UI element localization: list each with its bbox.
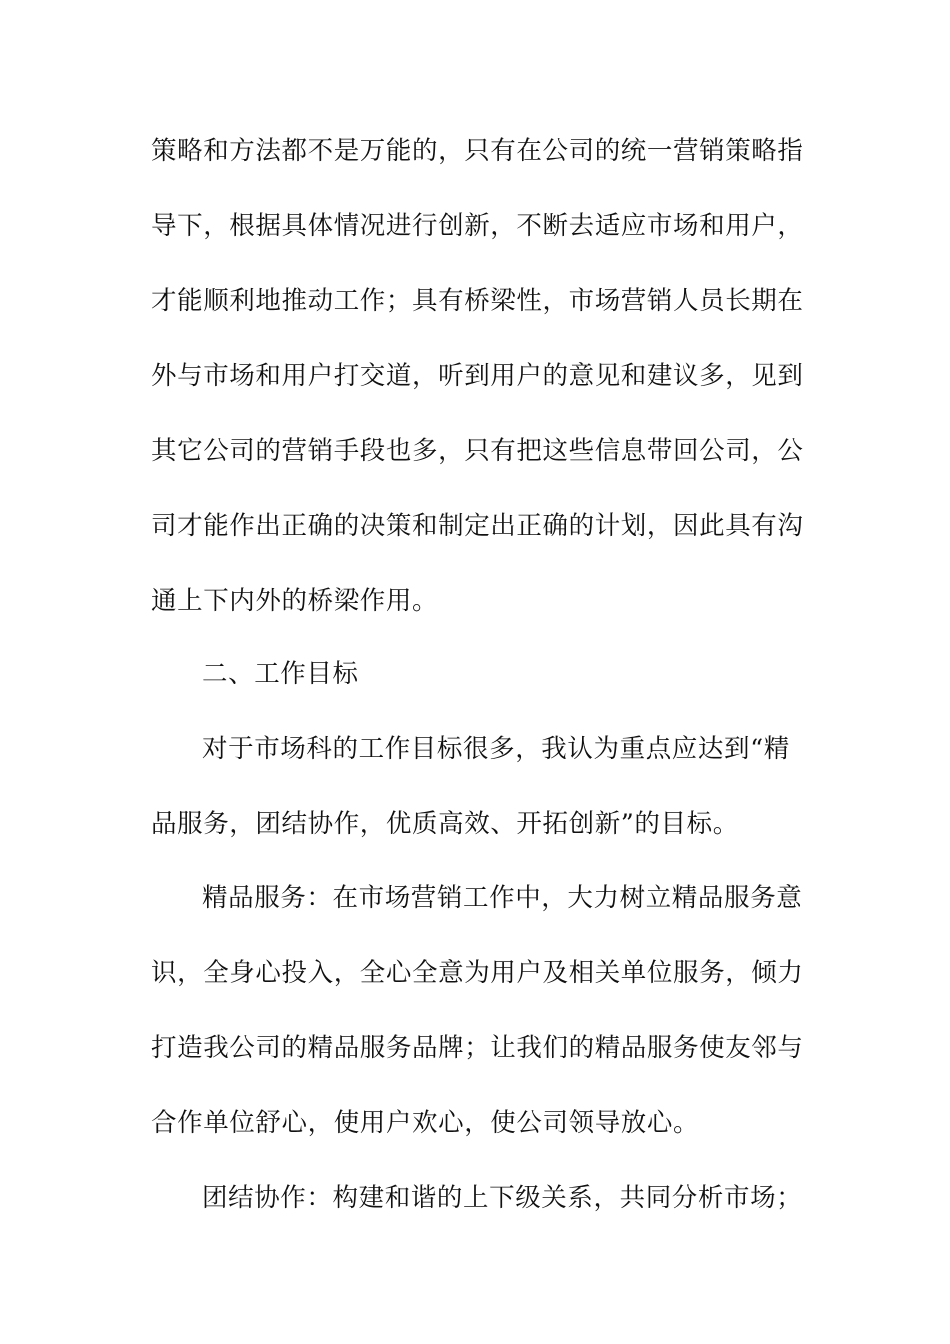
body-text-line: 导下，根据具体情况进行创新，不断去适应市场和用户，	[151, 211, 804, 241]
body-text-line: 对于市场科的工作目标很多，我认为重点应达到“精	[202, 734, 790, 764]
body-text-line: 司才能作出正确的决策和制定出正确的计划，因此具有沟	[151, 511, 804, 541]
body-text-line: 才能顺利地推动工作；具有桥梁性，市场营销人员长期在	[151, 286, 804, 316]
body-text-line: 精品服务：在市场营销工作中，大力树立精品服务意	[202, 883, 803, 913]
body-text-line: 合作单位舒心，使用户欢心，使公司领导放心。	[151, 1108, 700, 1138]
body-text-line: 通上下内外的桥梁作用。	[151, 586, 439, 616]
body-text-line: 打造我公司的精品服务品牌；让我们的精品服务使友邻与	[151, 1033, 804, 1063]
body-text-line: 团结协作：构建和谐的上下级关系，共同分析市场；	[202, 1183, 803, 1213]
body-text-line: 外与市场和用户打交道，听到用户的意见和建议多，见到	[151, 361, 804, 391]
body-text-line: 品服务，团结协作，优质高效、开拓创新”的目标。	[151, 809, 739, 839]
section-heading: 二、工作目标	[202, 659, 359, 689]
body-text-line: 识，全身心投入，全心全意为用户及相关单位服务，倾力	[151, 958, 804, 988]
body-text-line: 策略和方法都不是万能的，只有在公司的统一营销策略指	[151, 136, 804, 166]
body-text-line: 其它公司的营销手段也多，只有把这些信息带回公司，公	[151, 436, 804, 466]
